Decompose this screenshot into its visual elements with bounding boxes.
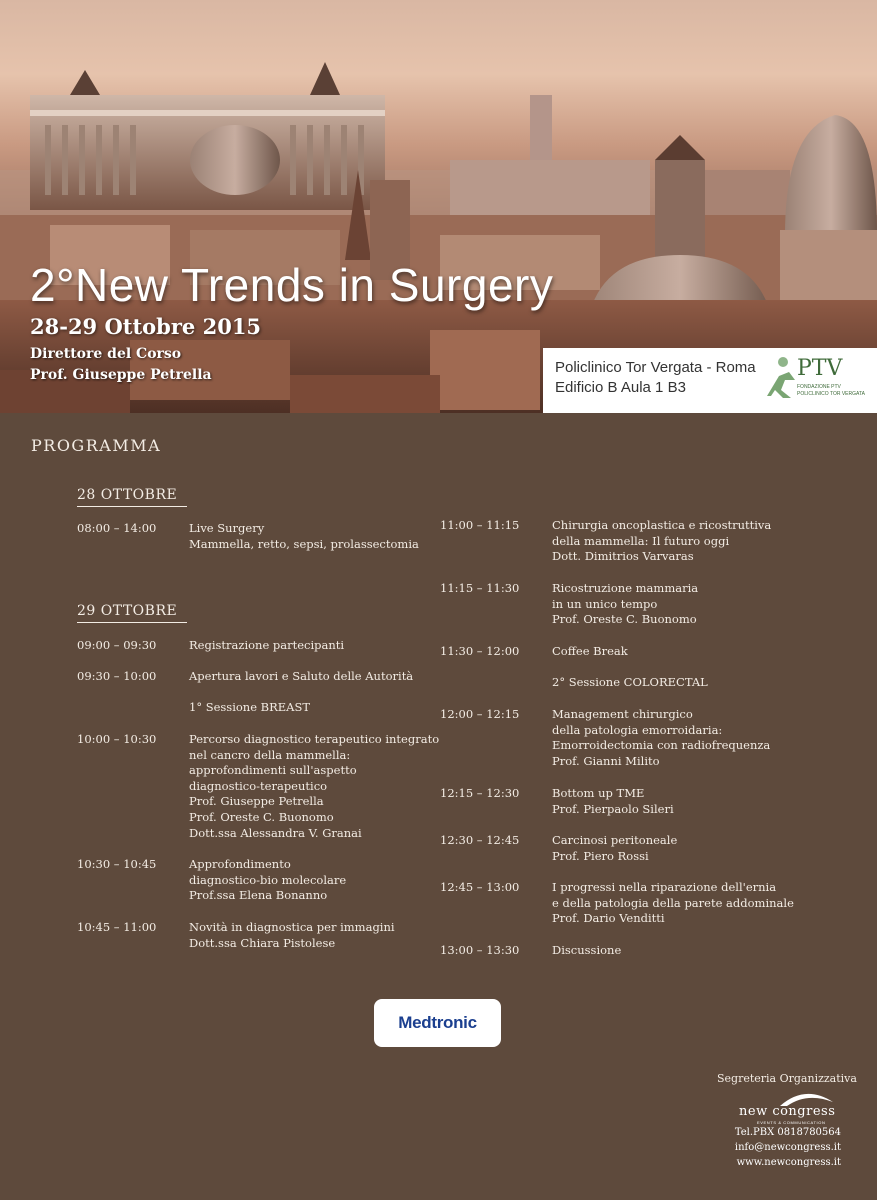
schedule-item [440, 581, 877, 628]
schedule-line: nel cancro della mammella: [189, 747, 351, 762]
schedule-line: Emorroidectomia con radiofrequenza [552, 738, 771, 753]
schedule-time: 10:00 – 10:30 [77, 732, 157, 746]
schedule-description [552, 644, 628, 660]
schedule-line: Management chirurgico [552, 707, 693, 721]
company-name: new congress [739, 1104, 836, 1119]
schedule-line: Prof. Oreste C. Buonomo [552, 612, 697, 627]
schedule-line: Coffee Break [552, 644, 628, 658]
schedule-description [189, 857, 346, 904]
venue-box [543, 348, 877, 413]
schedule-description [552, 833, 677, 864]
schedule-description [552, 518, 771, 565]
schedule-description [552, 707, 770, 769]
schedule-time: 11:30 – 12:00 [440, 644, 520, 658]
schedule-line: Live Surgery [189, 521, 265, 535]
schedule-item [440, 675, 877, 691]
schedule-time: 09:00 – 09:30 [77, 638, 157, 652]
sponsor-logo-medtronic: Medtronic [374, 999, 501, 1047]
contact-website[interactable]: www.newcongress.it [736, 1157, 841, 1168]
schedule-line: approfondimenti sull'aspetto [189, 763, 357, 778]
schedule-line: Dott. Dimitrios Varvaras [552, 549, 694, 564]
schedule-line: Apertura lavori e Saluto delle Autorità [189, 669, 414, 683]
secretariat-label: Segreteria Organizzativa [717, 1072, 857, 1085]
venue-line-1: Policlinico Tor Vergata - Roma [555, 359, 756, 376]
schedule-time: 09:30 – 10:00 [77, 669, 157, 683]
schedule-line: Prof. Pierpaolo Sileri [552, 801, 674, 816]
schedule-time: 12:00 – 12:15 [440, 707, 520, 721]
schedule-item [440, 644, 877, 660]
schedule-line: Bottom up TME [552, 786, 645, 800]
schedule-line: Novità in diagnostica per immagini [189, 920, 395, 934]
schedule-item [440, 880, 877, 927]
hero-banner [0, 0, 877, 413]
schedule-line: Prof. Gianni Milito [552, 753, 660, 768]
schedule-time: 12:15 – 12:30 [440, 786, 520, 800]
schedule-description [189, 669, 413, 685]
contact-info [735, 1125, 841, 1170]
ptv-logo [761, 354, 873, 406]
schedule-line: della patologia emorroidaria: [552, 722, 723, 737]
ptv-logo-subtitle: FONDAZIONE PTV POLICLINICO TOR VERGATA [797, 384, 865, 397]
schedule-line: e della patologia della parete addominale [552, 895, 794, 910]
schedule-description [189, 732, 439, 841]
schedule-description [552, 581, 698, 628]
schedule-item [440, 833, 877, 864]
schedule-description [552, 786, 674, 817]
schedule-description [189, 700, 310, 716]
director-label: Direttore del Corso [30, 346, 182, 362]
schedule-description [552, 880, 794, 927]
schedule-line: I progressi nella riparazione dell'ernia [552, 880, 777, 894]
day-heading-28: 28 OTTOBRE [77, 487, 187, 507]
schedule-line: Ricostruzione mammaria [552, 581, 699, 595]
schedule-item [440, 786, 877, 817]
schedule-time: 10:45 – 11:00 [77, 920, 157, 934]
schedule-line: Chirurgia oncoplastica e ricostruttiva [552, 518, 772, 532]
schedule-line: Prof. Oreste C. Buonomo [189, 809, 334, 824]
new-congress-logo [735, 1088, 847, 1128]
schedule-line: Approfondimento [189, 857, 291, 871]
schedule-item [440, 707, 877, 769]
schedule-line: Prof. Giuseppe Petrella [189, 794, 324, 809]
day-heading-29: 29 OTTOBRE [77, 603, 187, 623]
schedule-line: diagnostico-bio molecolare [189, 872, 347, 887]
schedule-description [552, 943, 621, 959]
schedule-line: Prof.ssa Elena Bonanno [189, 888, 328, 903]
schedule-line: Dott.ssa Chiara Pistolese [189, 935, 336, 950]
schedule-description [189, 920, 395, 951]
company-tagline: EVENTS & COMMUNICATION [757, 1120, 826, 1125]
schedule-time: 10:30 – 10:45 [77, 857, 157, 871]
schedule-time: 11:00 – 11:15 [440, 518, 520, 532]
schedule-time: 12:30 – 12:45 [440, 833, 520, 847]
venue-line-2: Edificio B Aula 1 B3 [555, 379, 686, 396]
contact-phone: Tel.PBX 0818780564 [734, 1127, 841, 1138]
schedule-line: Prof. Dario Venditti [552, 911, 665, 926]
schedule-time: 13:00 – 13:30 [440, 943, 520, 957]
schedule-line: Discussione [552, 943, 622, 957]
contact-email[interactable]: info@newcongress.it [734, 1142, 841, 1153]
schedule-description [189, 521, 419, 552]
schedule-line: Prof. Piero Rossi [552, 848, 649, 863]
schedule-line: della mammella: Il futuro oggi [552, 533, 730, 548]
schedule-line: Registrazione partecipanti [189, 638, 345, 652]
schedule-time: 08:00 – 14:00 [77, 521, 157, 535]
schedule-item [440, 943, 877, 959]
schedule-line: Dott.ssa Alessandra V. Granai [189, 825, 362, 840]
ptv-logo-text: PTV [797, 356, 843, 381]
schedule-time: 11:15 – 11:30 [440, 581, 520, 595]
director-name: Prof. Giuseppe Petrella [30, 367, 212, 383]
schedule-line: in un unico tempo [552, 596, 658, 611]
schedule-description [552, 675, 708, 691]
event-dates: 28-29 Ottobre 2015 [30, 314, 262, 339]
ptv-figure-icon [761, 354, 801, 404]
schedule-time: 12:45 – 13:00 [440, 880, 520, 894]
schedule-line: Mammella, retto, sepsi, prolassectomia [189, 536, 419, 551]
venue-address [555, 358, 756, 398]
course-director [30, 344, 212, 386]
schedule-description [189, 638, 344, 654]
schedule-line: 1° Sessione BREAST [189, 700, 311, 714]
programme-heading: PROGRAMMA [31, 436, 162, 455]
schedule-line: 2° Sessione COLORECTAL [552, 675, 708, 689]
schedule-line: Carcinosi peritoneale [552, 833, 678, 847]
schedule-line: Percorso diagnostico terapeutico integrato [189, 732, 440, 746]
schedule-item [440, 518, 877, 565]
event-title: 2°New Trends in Surgery [30, 259, 554, 311]
schedule-line: diagnostico-terapeutico [189, 778, 328, 793]
